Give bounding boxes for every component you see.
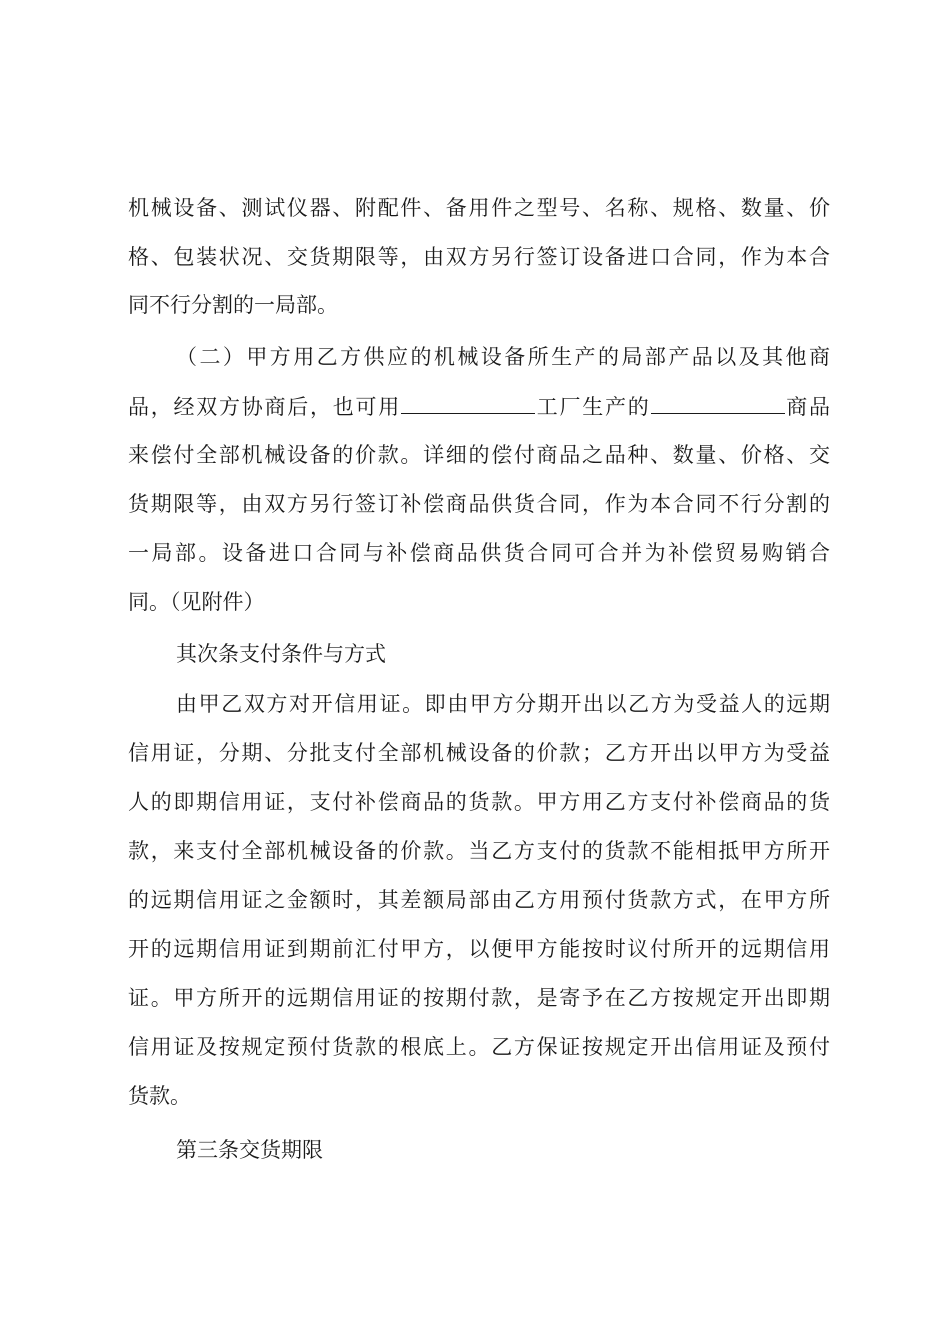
para1-line3: 同不行分割的一局部。: [128, 293, 338, 317]
para3-line8: 信用证及按规定预付货款的根底上。乙方保证按规定开出信用证及预付: [128, 1035, 830, 1059]
para2-line2-text-b: 工厂生产的: [535, 395, 651, 419]
para2-line5: 一局部。设备进口合同与补偿商品供货合同可合并为补偿贸易购销合: [128, 541, 830, 565]
para3-line9: 货款。: [128, 1084, 191, 1108]
para2-line6: 同。（见附件）: [128, 590, 265, 614]
para3-line4: 款，来支付全部机械设备的价款。当乙方支付的货款不能相抵甲方所开: [128, 839, 830, 863]
para2-line1: （二）甲方用乙方供应的机械设备所生产的局部产品以及其他商: [176, 345, 830, 369]
blank-underline-2: [651, 391, 785, 414]
para3-line5: 的远期信用证之金额时，其差额局部由乙方用预付货款方式，在甲方所: [128, 888, 830, 912]
para2-line4: 货期限等，由双方另行签订补偿商品供货合同，作为本合同不行分割的: [128, 492, 830, 516]
para3-line1: 由甲乙双方对开信用证。即由甲方分期开出以乙方为受益人的远期: [176, 692, 830, 716]
para3-line7: 证。甲方所开的远期信用证的按期付款，是寄予在乙方按规定开出即期: [128, 986, 830, 1010]
para1-line2: 格、包装状况、交货期限等，由双方另行签订设备进口合同，作为本合: [128, 245, 830, 269]
para1-line1: 机械设备、测试仪器、附配件、备用件之型号、名称、规格、数量、价: [128, 196, 830, 220]
para2-line3: 来偿付全部机械设备的价款。详细的偿付商品之品种、数量、价格、交: [128, 443, 830, 467]
para2-line2-text-a: 品，经双方协商后，也可用: [128, 395, 401, 419]
para2-line2: [128, 391, 830, 422]
blank-underline-1: [401, 391, 535, 414]
para3-line6: 开的远期信用证到期前汇付甲方，以便甲方能按时议付所开的远期信用: [128, 937, 830, 961]
para3-line2: 信用证，分期、分批支付全部机械设备的价款；乙方开出以甲方为受益: [128, 741, 830, 765]
para3-line3: 人的即期信用证，支付补偿商品的货款。甲方用乙方支付补偿商品的货: [128, 790, 830, 814]
para2-line2-text-c: 商品: [784, 395, 830, 419]
section-heading-article2: 其次条支付条件与方式: [176, 642, 386, 666]
section-heading-article3: 第三条交货期限: [176, 1138, 323, 1162]
